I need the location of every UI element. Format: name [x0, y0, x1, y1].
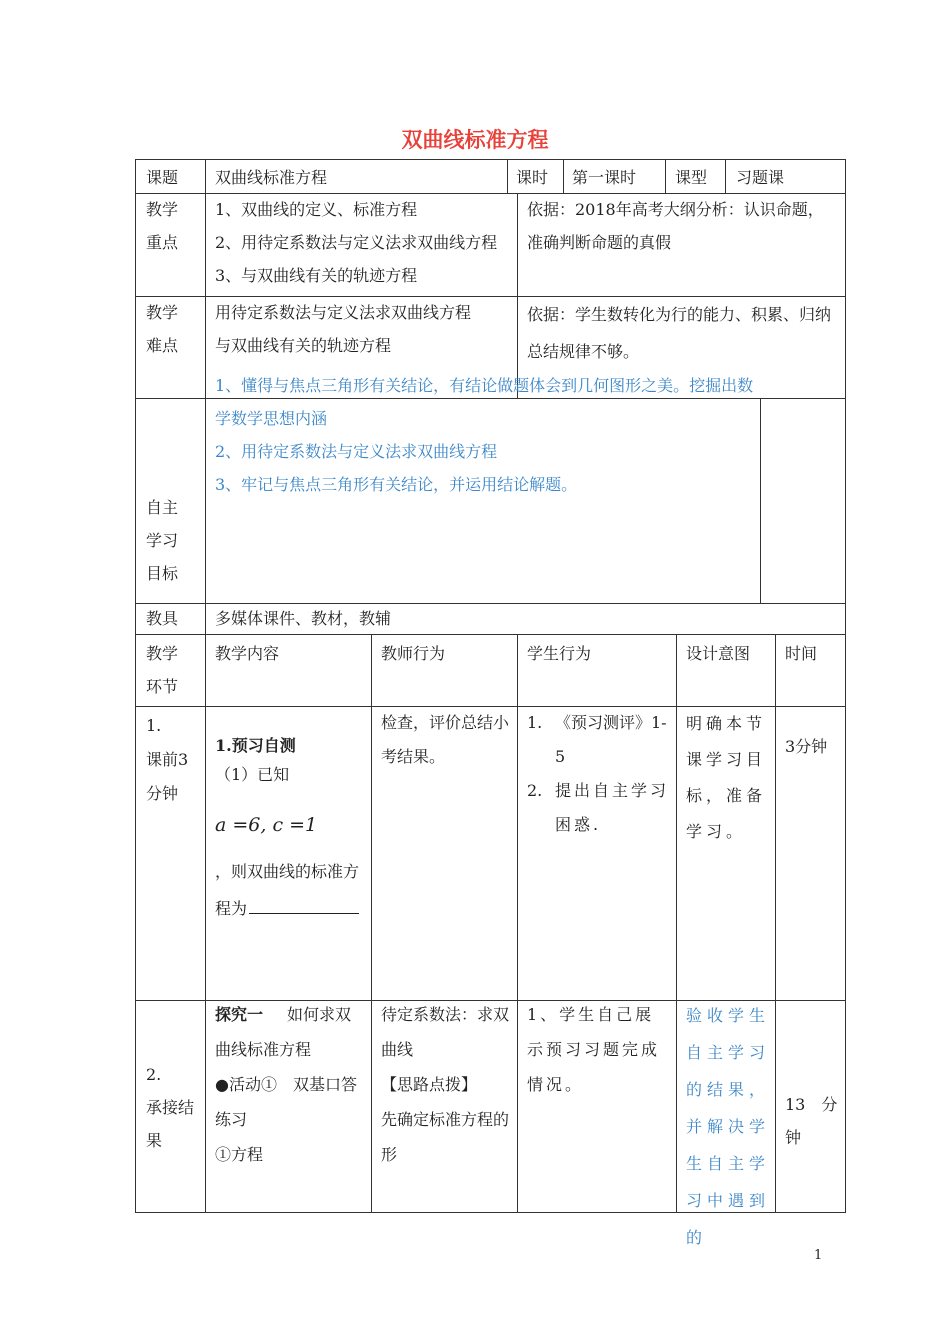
key-label [146, 193, 202, 259]
stage1-time-text: 3分钟 [785, 737, 828, 756]
difficulty-basis [527, 296, 839, 370]
stage2-label-2: 承接结果 [146, 1098, 195, 1150]
header-stage [146, 637, 202, 703]
difficulty-item: 用待定系数法与定义法求双曲线方程 [215, 303, 472, 322]
stage1-label [146, 709, 202, 811]
stage2-label [146, 1058, 202, 1157]
stage2-teacher-2: 【思路点拨】 [381, 1075, 478, 1094]
type-value [736, 161, 841, 194]
document-title: 双曲线标准方程 [401, 128, 549, 152]
table-rule [371, 634, 372, 1213]
stage1-label-2: 课前3 [146, 750, 189, 769]
table-rule [563, 159, 564, 194]
header-stage-1: 教学 [146, 644, 179, 663]
stage2-intent [686, 997, 770, 1256]
table-rule [135, 159, 136, 1213]
stage1-label-3: 分钟 [146, 784, 179, 803]
stage1-heading: 1.预习自测 [215, 736, 296, 755]
key-item: 2、用待定系数法与定义法求双曲线方程 [215, 233, 498, 252]
stage1-question-math: a =6, c =1 [215, 814, 318, 836]
goal-item: 2、用待定系数法与定义法求双曲线方程 [215, 442, 498, 461]
stage2-student [527, 997, 669, 1102]
tools-label-text: 教具 [146, 609, 179, 628]
stage2-label-1: 2. [146, 1065, 162, 1084]
tools-value-text: 多媒体课件、教材，教辅 [215, 609, 392, 628]
difficulty-label-2: 难点 [146, 336, 179, 355]
stage2-time-text: 13 分钟 [785, 1095, 838, 1147]
stage2-item: ①方程 [215, 1145, 264, 1164]
table-rule [507, 159, 508, 194]
header-stage-2: 环节 [146, 677, 179, 696]
stage2-teacher-1: 待定系数法：求双曲线 [381, 1005, 510, 1059]
key-items [215, 193, 515, 292]
stage1-time [785, 730, 841, 763]
stage1-student-num: 2. [527, 781, 543, 800]
stage1-student-item [527, 706, 669, 774]
stage1-intent-text: 明确本节课学习目标，准备学习。 [686, 714, 767, 841]
type-value-text: 习题课 [736, 168, 785, 187]
goals-label [146, 491, 202, 590]
type-label-text: 课型 [675, 168, 708, 187]
type-label [675, 161, 723, 194]
stage1-student-text: 提出自主学习困惑. [555, 781, 670, 834]
goals-label-2: 学习 [146, 531, 179, 550]
stage1-teacher [381, 706, 513, 774]
header-intent-text: 设计意图 [686, 644, 751, 663]
table-rule [760, 398, 761, 604]
key-label-2: 重点 [146, 233, 179, 252]
key-item: 1、双曲线的定义、标准方程 [215, 200, 418, 219]
goal-item: 3、牢记与焦点三角形有关结论，并运用结论解题。 [215, 475, 578, 494]
stage2-heading-rest: 如何求双曲线标准方程 [215, 1005, 352, 1059]
header-time-text: 时间 [785, 644, 818, 663]
stage2-heading-line [215, 997, 367, 1067]
goals-items [215, 369, 755, 501]
stage2-heading: 探究一 [215, 1005, 264, 1024]
header-teacher [381, 637, 511, 670]
period-label-text: 课时 [516, 168, 549, 187]
period-label [516, 161, 562, 194]
header-student-text: 学生行为 [527, 644, 592, 663]
stage2-intent-text: 验收学生自主学习的结果，并解决学生自主学习中遇到的 [686, 1006, 771, 1247]
period-value [572, 161, 664, 194]
difficulty-item: 与双曲线有关的轨迹方程 [215, 336, 392, 355]
difficulty-label [146, 296, 202, 362]
stage2-teacher [381, 997, 513, 1172]
stage1-teacher-text: 检查，评价总结小考结果。 [381, 713, 510, 766]
key-basis-text: 依据：2018年高考大纲分析：认识命题，准确判断命题的真假 [527, 200, 824, 252]
topic-label [146, 161, 202, 194]
header-time [785, 637, 841, 670]
stage2-time [785, 1088, 841, 1154]
table-rule [775, 634, 776, 1213]
goal-item: 1、懂得与焦点三角形有关结论，有结论做题体会到几何图形之美。挖掘出数学数学思想内涵 [215, 376, 754, 428]
stage1-student-num: 1. [527, 713, 543, 732]
table-rule [845, 159, 846, 1213]
answer-blank [249, 899, 359, 914]
table-rule [517, 634, 518, 1213]
stage1-question-suffix: ，则双曲线的标准方程为 [215, 862, 360, 918]
stage1-intent [686, 706, 770, 850]
table-rule [725, 159, 726, 194]
key-basis [527, 193, 839, 259]
stage1-content [215, 730, 367, 927]
stage2-content [215, 997, 367, 1172]
table-rule [676, 634, 677, 1213]
key-label-1: 教学 [146, 200, 179, 219]
period-value-text: 第一课时 [572, 168, 637, 187]
table-rule [135, 159, 846, 160]
header-content-text: 教学内容 [215, 644, 280, 663]
table-rule [205, 159, 206, 1213]
stage1-student [527, 706, 669, 842]
topic-label-text: 课题 [146, 168, 179, 187]
key-item: 3、与双曲线有关的轨迹方程 [215, 266, 418, 285]
header-content [215, 637, 365, 670]
difficulty-basis-text: 依据：学生数转化为行的能力、积累、归纳总结规律不够。 [527, 305, 832, 361]
difficulty-label-1: 教学 [146, 303, 179, 322]
goals-label-3: 目标 [146, 564, 179, 583]
page-number: 1 [814, 1248, 823, 1263]
goals-label-1: 自主 [146, 498, 179, 517]
table-rule [665, 159, 666, 194]
stage1-label-1: 1. [146, 716, 162, 735]
topic-value-text: 双曲线标准方程 [215, 168, 328, 187]
tools-label [146, 602, 202, 635]
header-student [527, 637, 667, 670]
stage1-student-item [527, 774, 669, 842]
stage2-student-text: 1、学生自己展示预习习题完成情况。 [527, 1005, 661, 1094]
stage2-teacher-3: 先确定标准方程的形 [381, 1110, 510, 1164]
header-intent [686, 637, 772, 670]
stage1-question-prefix: （1）已知 [215, 765, 290, 784]
difficulty-items [215, 296, 515, 362]
topic-value [215, 161, 505, 194]
header-teacher-text: 教师行为 [381, 644, 446, 663]
tools-value [215, 602, 815, 635]
stage1-student-text: 《预习测评》1-5 [555, 713, 667, 766]
stage2-activity: ●活动① 双基口答练习 [215, 1075, 357, 1129]
